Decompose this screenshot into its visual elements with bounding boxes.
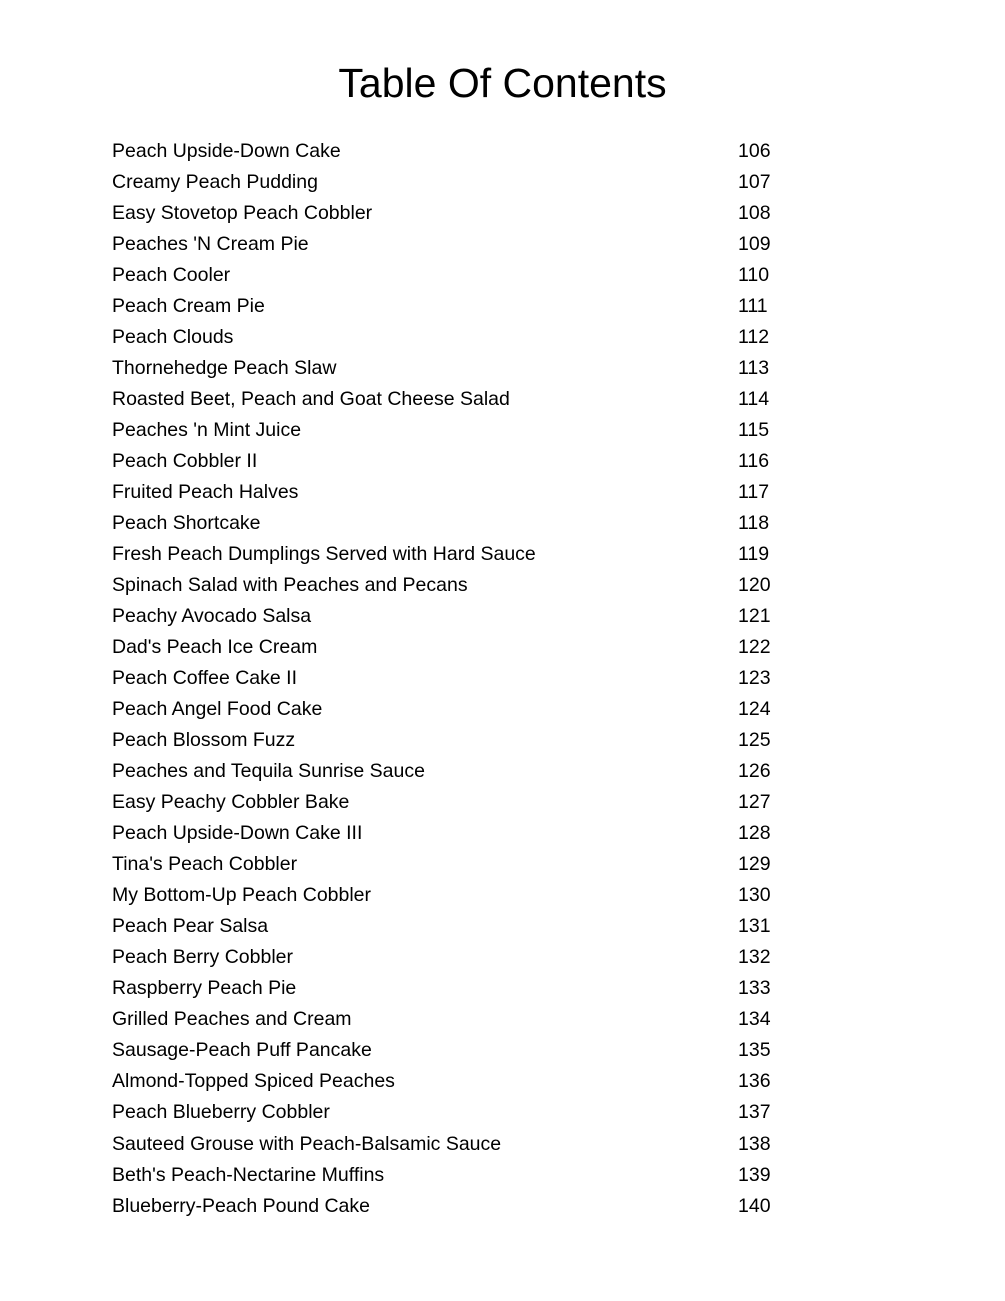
- toc-entry-page-number: 128: [738, 822, 771, 845]
- toc-entry-title: Peachy Avocado Salsa: [112, 605, 312, 628]
- toc-entry: [112, 694, 792, 725]
- toc-entry-page-number: 117: [738, 481, 770, 504]
- toc-entry-page-number: 121: [738, 605, 771, 628]
- toc-entry-page-number: 138: [738, 1132, 771, 1155]
- toc-entry-title: Peach Cooler: [112, 264, 231, 287]
- toc-entry-title: Sausage-Peach Puff Pancake: [112, 1039, 372, 1062]
- toc-entry-title: Peach Cobbler II: [112, 450, 258, 473]
- toc-entry-title: Fruited Peach Halves: [112, 481, 299, 504]
- toc-entry-page-number: 107: [738, 171, 771, 194]
- toc-entry: [112, 570, 792, 601]
- toc-entry: [112, 756, 792, 787]
- toc-entry: [112, 229, 792, 260]
- toc-entry: [112, 198, 792, 229]
- toc-entry-title: Peach Clouds: [112, 326, 234, 349]
- toc-entry-title: Peach Berry Cobbler: [112, 946, 294, 969]
- toc-entry-title: Thornehedge Peach Slaw: [112, 357, 337, 380]
- toc-entry: [112, 1097, 792, 1128]
- toc-entry-title: Dad's Peach Ice Cream: [112, 636, 318, 659]
- toc-entry-title: Peach Shortcake: [112, 512, 261, 535]
- toc-entry-title: Peach Cream Pie: [112, 295, 265, 318]
- toc-entry-title: Spinach Salad with Peaches and Pecans: [112, 574, 468, 597]
- toc-entry-title: Blueberry-Peach Pound Cake: [112, 1194, 370, 1217]
- toc-entry: [112, 663, 792, 694]
- toc-entry-title: Peaches 'N Cream Pie: [112, 233, 309, 256]
- toc-entry-title: Peach Coffee Cake II: [112, 667, 298, 690]
- toc-entry-title: Peach Upside-Down Cake III: [112, 822, 363, 845]
- toc-entry-title: Peach Blossom Fuzz: [112, 729, 296, 752]
- toc-entry-title: Tina's Peach Cobbler: [112, 853, 298, 876]
- toc-entry: [112, 849, 792, 880]
- toc-entry-page-number: 126: [738, 760, 771, 783]
- toc-entry-page-number: 116: [738, 450, 770, 473]
- toc-entry-title: Peaches and Tequila Sunrise Sauce: [112, 760, 425, 783]
- toc-entry: [112, 508, 792, 539]
- toc-entry: [112, 136, 792, 167]
- toc-entry-title: Raspberry Peach Pie: [112, 977, 297, 1000]
- page-title: Table Of Contents: [338, 60, 667, 106]
- toc-entry-title: Almond-Topped Spiced Peaches: [112, 1070, 395, 1093]
- toc-entry-page-number: 115: [738, 419, 770, 442]
- table-of-contents: [112, 136, 792, 1222]
- toc-entry-title: Grilled Peaches and Cream: [112, 1008, 352, 1031]
- toc-entry-title: Easy Peachy Cobbler Bake: [112, 791, 350, 814]
- toc-entry-page-number: 131: [738, 915, 771, 938]
- toc-entry-page-number: 137: [738, 1101, 771, 1124]
- toc-entry-page-number: 136: [738, 1070, 771, 1093]
- toc-entry: [112, 601, 792, 632]
- toc-entry-title: My Bottom-Up Peach Cobbler: [112, 884, 372, 907]
- toc-entry: [112, 477, 792, 508]
- toc-entry: [112, 1066, 792, 1097]
- toc-entry-page-number: 134: [738, 1008, 771, 1031]
- toc-entry-page-number: 124: [738, 698, 771, 721]
- toc-entry: [112, 787, 792, 818]
- toc-entry: [112, 725, 792, 756]
- toc-entry-title: Peach Upside-Down Cake: [112, 140, 341, 162]
- toc-entry-page-number: 139: [738, 1163, 771, 1186]
- toc-entry-title: Creamy Peach Pudding: [112, 171, 318, 194]
- toc-entry-page-number: 106: [738, 140, 771, 162]
- toc-entry: [112, 1035, 792, 1066]
- toc-entry-title: Beth's Peach-Nectarine Muffins: [112, 1163, 385, 1186]
- toc-entry-page-number: 123: [738, 667, 771, 690]
- toc-entry: [112, 632, 792, 663]
- toc-entry-page-number: 125: [738, 729, 771, 752]
- toc-entry-page-number: 127: [738, 791, 771, 814]
- toc-entry: [112, 911, 792, 942]
- toc-entry: [112, 353, 792, 384]
- toc-entry: [112, 1129, 792, 1160]
- toc-entry-title: Peaches 'n Mint Juice: [112, 419, 302, 442]
- toc-entry-page-number: 113: [738, 357, 770, 380]
- toc-entry: [112, 415, 792, 446]
- toc-entry: [112, 322, 792, 353]
- toc-entry: [112, 973, 792, 1004]
- toc-entry-page-number: 110: [738, 264, 770, 287]
- toc-entry-page-number: 111: [738, 295, 768, 318]
- toc-entry-page-number: 135: [738, 1039, 771, 1062]
- toc-entry-page-number: 118: [738, 512, 770, 535]
- toc-entry: [112, 539, 792, 570]
- toc-entry: [112, 880, 792, 911]
- toc-entry-title: Sauteed Grouse with Peach-Balsamic Sauce: [112, 1132, 502, 1155]
- toc-entry: [112, 818, 792, 849]
- toc-entry-title: Peach Blueberry Cobbler: [112, 1101, 330, 1124]
- toc-entry-page-number: 109: [738, 233, 771, 256]
- toc-entry-title: Fresh Peach Dumplings Served with Hard Sauce: [112, 543, 536, 566]
- toc-entry: [112, 384, 792, 415]
- toc-entry: [112, 1004, 792, 1035]
- toc-entry: [112, 1191, 792, 1222]
- toc-entry-page-number: 130: [738, 884, 771, 907]
- toc-entry-page-number: 133: [738, 977, 771, 1000]
- toc-entry: [112, 167, 792, 198]
- toc-entry-page-number: 108: [738, 202, 771, 225]
- toc-entry-page-number: 132: [738, 946, 771, 969]
- toc-entry-title: Peach Pear Salsa: [112, 915, 269, 938]
- toc-entry-page-number: 119: [738, 543, 770, 566]
- toc-entry: [112, 1160, 792, 1191]
- toc-entry-title: Roasted Beet, Peach and Goat Cheese Salad: [112, 388, 510, 411]
- toc-entry-title: Easy Stovetop Peach Cobbler: [112, 202, 373, 225]
- toc-entry-page-number: 122: [738, 636, 771, 659]
- toc-entry-page-number: 140: [738, 1194, 771, 1217]
- toc-entry-page-number: 114: [738, 388, 770, 411]
- toc-entry: [112, 942, 792, 973]
- toc-entry: [112, 260, 792, 291]
- toc-entry: [112, 291, 792, 322]
- toc-entry-title: Peach Angel Food Cake: [112, 698, 323, 721]
- toc-entry-page-number: 129: [738, 853, 771, 876]
- toc-entry: [112, 446, 792, 477]
- toc-entry-page-number: 112: [738, 326, 770, 349]
- toc-entry-page-number: 120: [738, 574, 771, 597]
